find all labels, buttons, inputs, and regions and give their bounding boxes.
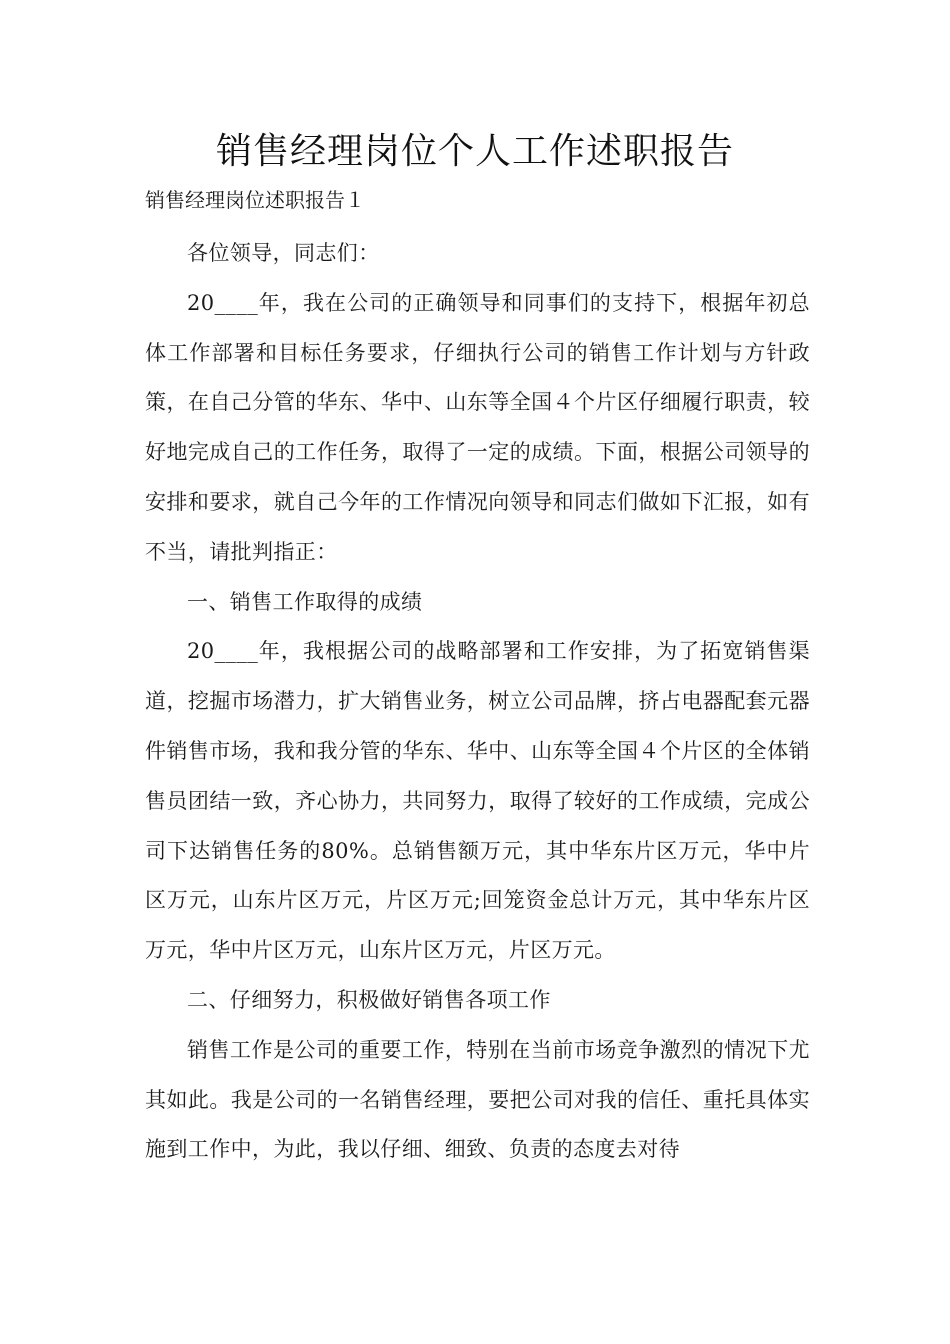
document-title: 销售经理岗位个人工作述职报告 bbox=[215, 131, 734, 172]
document-subtitle: 销售经理岗位述职报告１ bbox=[145, 188, 365, 212]
document-body bbox=[145, 229, 810, 1175]
paragraph-achievements: 20____年，我根据公司的战略部署和工作安排，为了拓宽销售渠道，挖掘市场潜力，扩大销售业务，树立公司品牌，挤占电器配套元器件销售市场，我和我分管的华东、华中、山东等全国４个片区的全体销售员团结一致，齐心协力，共同努力，取得了较好的工作成绩，完成公司下达销售任务的80%。总销售额万元，其中华东片区万元，华中片区万元，山东片区万元，片区万元;回笼资金总计万元，其中华东片区万元，华中片区万元，山东片区万元，片区万元。 bbox=[145, 639, 810, 963]
paragraph-sales-work: 销售工作是公司的重要工作，特别在当前市场竞争激烈的情况下尤其如此。我是公司的一名销售经理，要把公司对我的信任、重托具体实施到工作中，为此，我以仔细、细致、负责的态度去对待 bbox=[145, 1037, 810, 1162]
paragraph-intro: 20____年，我在公司的正确领导和同事们的支持下，根据年初总体工作部署和目标任务要求，仔细执行公司的销售工作计划与方针政策，在自己分管的华东、华中、山东等全国４个片区仔细履行职责，较好地完成自己的工作任务，取得了一定的成绩。下面，根据公司领导的安排和要求，就自己今年的工作情况向领导和同志们做如下汇报，如有不当，请批判指正： bbox=[145, 290, 810, 564]
greeting-line: 各位领导，同志们： bbox=[187, 241, 380, 265]
section-heading-sales-work: 二、仔细努力，积极做好销售各项工作 bbox=[187, 987, 551, 1012]
section-heading-achievements: 一、销售工作取得的成绩 bbox=[187, 589, 423, 614]
